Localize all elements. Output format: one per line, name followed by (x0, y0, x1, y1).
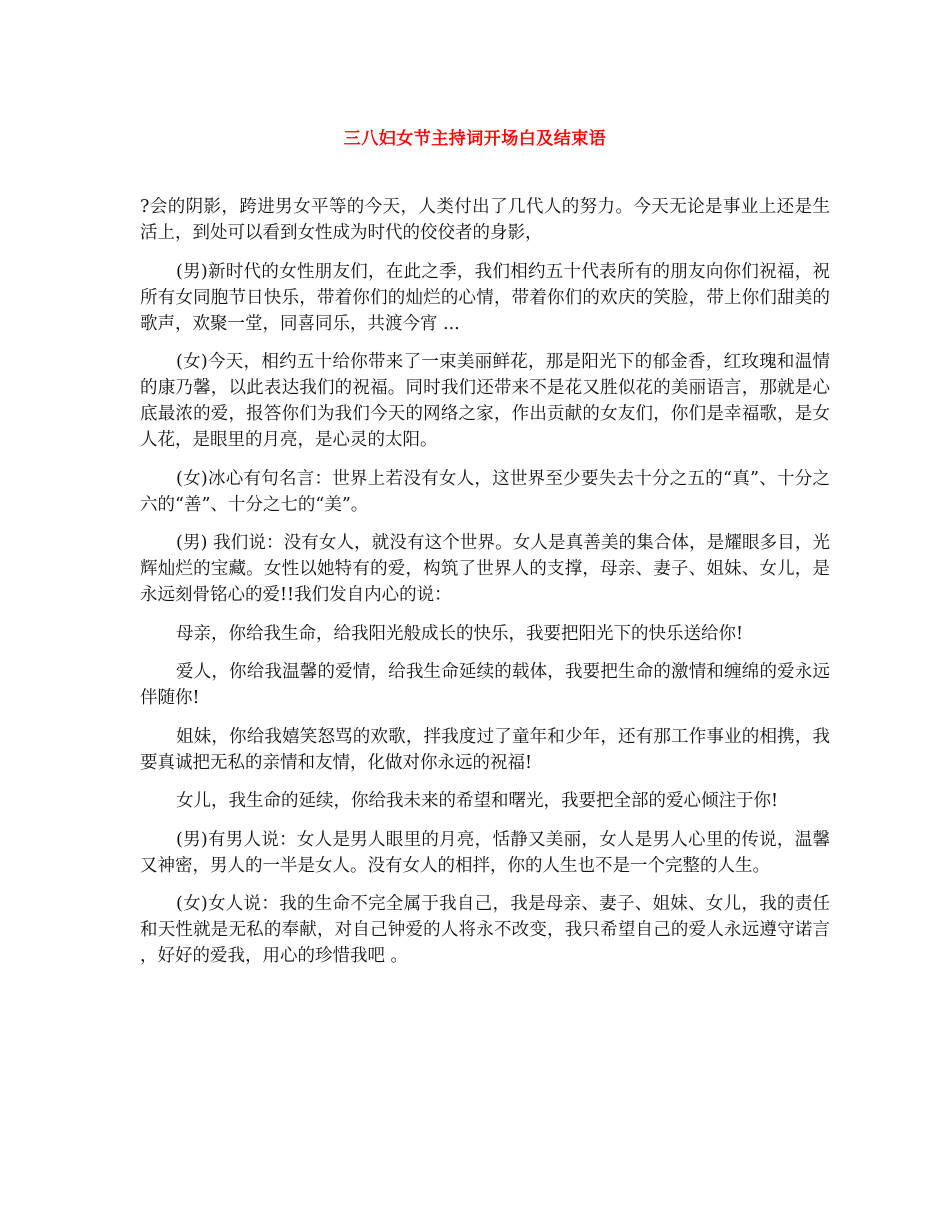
document-body (140, 194, 830, 982)
paragraph-7: 爱人，你给我温馨的爱情，给我生命延续的载体，我要把生命的激情和缠绵的爱永远伴随你! (140, 662, 830, 708)
paragraph-9: 女儿，我生命的延续，你给我未来的希望和曙光，我要把全部的爱心倾注于你! (176, 791, 779, 811)
paragraph-3: (女)今天，相约五十给你带来了一束美丽鲜花，那是阳光下的郁金香，红玫瑰和温情的康乃馨，以此表达我们的祝福。同时我们还带来不是花又胜似花的美丽语言，那就是心底最浓的爱，报答你们为我们今天的网络之家，作出贡献的女友们，你们是幸福歌，是女人花，是眼里的月亮，是心灵的太阳。 (140, 352, 830, 450)
paragraph-4: (女)冰心有句名言：世界上若没有女人，这世界至少要失去十分之五的“真”、十分之六的“善”、十分之七的“美”。 (140, 468, 830, 515)
paragraph-5: (男) 我们说：没有女人，就没有这个世界。女人是真善美的集合体，是耀眼多目，光辉灿烂的宝藏。女性以她特有的爱，构筑了世界人的支撑，母亲、妻子、姐妹、女儿，是永远刻骨铭心的爱!!我们发自内心的说： (140, 533, 830, 605)
paragraph-8: 姐妹，你给我嬉笑怒骂的欢歌，拌我度过了童年和少年，还有那工作事业的相携，我要真诚把无私的亲情和友情，化做对你永远的祝福! (140, 726, 830, 773)
paragraph-10: (男)有男人说：女人是男人眼里的月亮，恬静又美丽，女人是男人心里的传说，温馨又神密，男人的一半是女人。没有女人的相拌，你的人生也不是一个完整的人生。 (140, 829, 830, 876)
document-title: 三八妇女节主持词开场白及结束语 (343, 129, 607, 149)
paragraph-6: 母亲，你给我生命，给我阳光般成长的快乐，我要把阳光下的快乐送给你! (176, 623, 744, 644)
paragraph-1: ?会的阴影，跨进男女平等的今天，人类付出了几代人的努力。今天无论是事业上还是生活上，到处可以看到女性成为时代的佼佼者的身影， (140, 197, 830, 243)
paragraph-2: (男)新时代的女性朋友们，在此之季，我们相约五十代表所有的朋友向你们祝福，祝所有女同胞节日快乐，带着你们的灿烂的心情，带着你们的欢庆的笑脸，带上你们甜美的歌声，欢聚一堂，同喜同乐，共渡今宵 ... (140, 261, 830, 334)
paragraph-11: (女)女人说：我的生命不完全属于我自己，我是母亲、妻子、姐妹、女儿，我的责任和天性就是无私的奉献，对自己钟爱的人将永不改变，我只希望自己的爱人永远遵守诺言 ，好好的爱我，用心的珍惜我吧 。 (140, 894, 830, 966)
